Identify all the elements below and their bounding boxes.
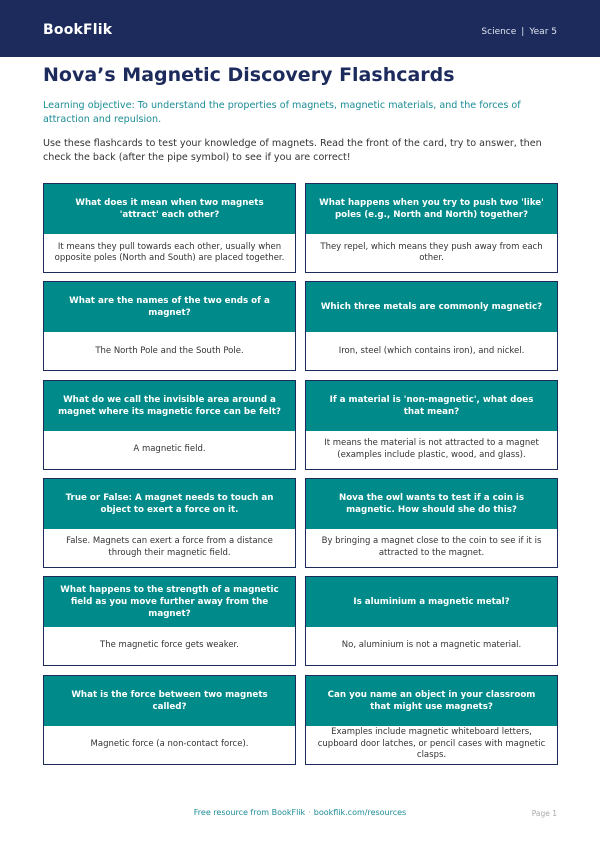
- flashcard-front: What do we call the invisible area around a magnet where its magnetic force can be felt?: [44, 381, 295, 431]
- flashcard[interactable]: [305, 183, 558, 273]
- flashcard-back: By bringing a magnet close to the coin to see if it is attracted to the magnet.: [306, 529, 557, 567]
- flashcard[interactable]: [305, 281, 558, 371]
- flashcard[interactable]: [305, 380, 558, 470]
- instructions-text: Use these flashcards to test your knowledge of magnets. Read the front of the card, try to answer, then check the back (after the pipe symbol) to see if you are correct!: [43, 138, 542, 163]
- breadcrumb: [481, 27, 557, 37]
- flashcard-back: A magnetic field.: [44, 431, 295, 469]
- flashcard[interactable]: [43, 281, 296, 371]
- flashcard-back: Examples include magnetic whiteboard letters, cupboard door latches, or pencil cases with magnetic clasps.: [306, 726, 557, 764]
- flashcard-front: What are the names of the two ends of a magnet?: [44, 282, 295, 332]
- flashcard-front: Is aluminium a magnetic metal?: [306, 577, 557, 627]
- subject-label: Science: [481, 27, 517, 37]
- flashcard[interactable]: [43, 183, 296, 273]
- flashcard-back: Iron, steel (which contains iron), and nickel.: [306, 332, 557, 370]
- flashcard[interactable]: [305, 576, 558, 666]
- flashcard-front: What is the force between two magnets called?: [44, 676, 295, 726]
- flashcard-front: What happens to the strength of a magnetic field as you move further away from the magnet?: [44, 577, 295, 627]
- flashcard-back: It means they pull towards each other, usually when opposite poles (North and South) are placed together.: [44, 234, 295, 272]
- flashcard[interactable]: [305, 478, 558, 568]
- flashcard-back: They repel, which means they push away from each other.: [306, 234, 557, 272]
- flashcard-front: Can you name an object in your classroom that might use magnets?: [306, 676, 557, 726]
- flashcard-front: Which three metals are commonly magnetic?: [306, 282, 557, 332]
- brand-logo[interactable]: BookFlik: [43, 22, 113, 38]
- flashcard-back: Magnetic force (a non-contact force).: [44, 726, 295, 764]
- top-banner: [0, 0, 600, 57]
- flashcard[interactable]: [43, 675, 296, 765]
- flashcard-back: False. Magnets can exert a force from a distance through their magnetic field.: [44, 529, 295, 567]
- flashcard-back: It means the material is not attracted to a magnet (examples include plastic, wood, and glass).: [306, 431, 557, 469]
- learning-objective: Learning objective: To understand the properties of magnets, magnetic materials, and the forces of attraction and repulsion.: [43, 100, 521, 125]
- flashcard[interactable]: [43, 380, 296, 470]
- footer-link[interactable]: bookflik.com/resources: [313, 808, 407, 817]
- footer-text: Free resource from BookFlik: [193, 808, 306, 817]
- flashcard-front: Nova the owl wants to test if a coin is magnetic. How should she do this?: [306, 479, 557, 529]
- flashcard[interactable]: [43, 478, 296, 568]
- flashcard[interactable]: [43, 576, 296, 666]
- flashcard-back: The North Pole and the South Pole.: [44, 332, 295, 370]
- flashcard-front: True or False: A magnet needs to touch an object to exert a force on it.: [44, 479, 295, 529]
- flashcard-front: If a material is 'non-magnetic', what does that mean?: [306, 381, 557, 431]
- footer: [0, 808, 600, 817]
- flashcard-back: No, aluminium is not a magnetic material.: [306, 627, 557, 665]
- breadcrumb-separator: |: [521, 27, 525, 37]
- page-title: Nova’s Magnetic Discovery Flashcards: [43, 64, 455, 86]
- page-number: Page 1: [531, 809, 557, 818]
- flashcard-back: The magnetic force gets weaker.: [44, 627, 295, 665]
- flashcard-front: What does it mean when two magnets 'attract' each other?: [44, 184, 295, 234]
- flashcard[interactable]: [305, 675, 558, 765]
- footer-separator: ·: [308, 808, 311, 817]
- year-label: Year 5: [529, 27, 557, 37]
- flashcard-front: What happens when you try to push two 'like' poles (e.g., North and North) together?: [306, 184, 557, 234]
